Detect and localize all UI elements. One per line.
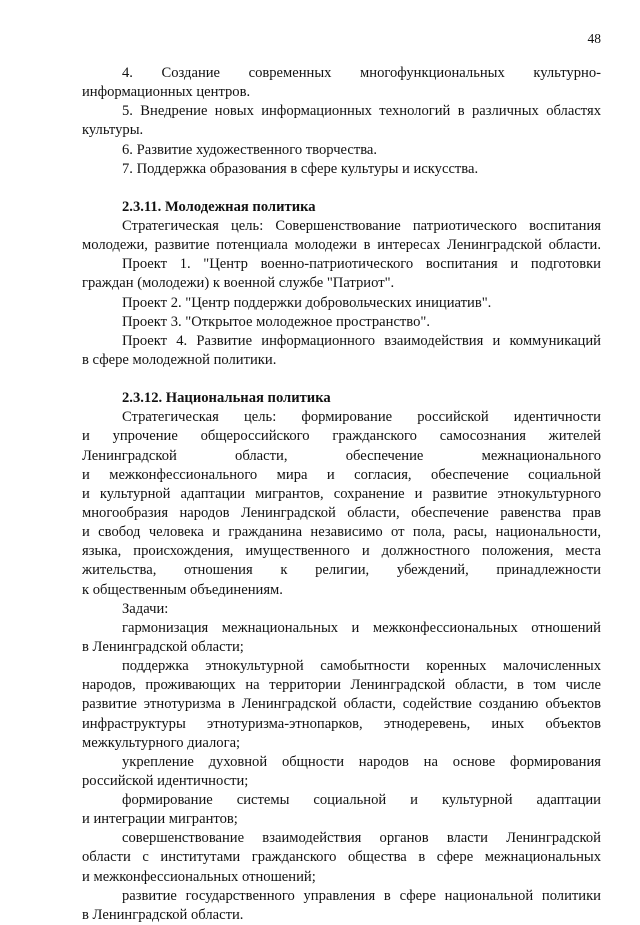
text-line: совершенствование взаимодействия органов власти Ленинградской — [122, 830, 601, 847]
text-line: Проект 2. "Центр поддержки добровольческих инициатив". — [122, 294, 492, 311]
text-line: и межконфессиональных отношений; — [82, 868, 316, 885]
text-line: в Ленинградской области; — [82, 638, 244, 655]
text-line: 7. Поддержка образования в сфере культуры и искусства. — [122, 160, 479, 177]
text-line: и свобод человека и гражданина независимо от пола, расы, национальности, — [82, 524, 601, 541]
text-line: Ленинградской области, обеспечение межнационального — [82, 447, 601, 464]
section-spacer — [82, 179, 601, 198]
text-line: граждан (молодежи) к военной службе "Патриот". — [82, 275, 395, 292]
text-line: межкультурного диалога; — [82, 734, 241, 751]
text-line: 4. Создание современных многофункциональных культурно- — [122, 65, 601, 81]
text-line: поддержка этнокультурной самобытности коренных малочисленных — [122, 658, 601, 675]
text-line: и межконфессионального мира и согласия, обеспечение социальной — [82, 466, 601, 483]
text-line: к общественным объединениям. — [82, 581, 283, 598]
text-line: Стратегическая цель: формирование российской идентичности — [122, 409, 601, 426]
text-line: и культурной адаптации мигрантов, сохранение и развитие этнокультурного — [82, 485, 601, 502]
text-line: укрепление духовной общности народов на основе формирования — [122, 753, 601, 770]
text-line: формирование системы социальной и культурной адаптации — [122, 792, 601, 809]
text-line: Задачи: — [122, 600, 169, 617]
text-line: гармонизация межнациональных и межконфессиональных отношений — [122, 619, 601, 636]
section-2 — [82, 370, 601, 925]
text-line: в сфере молодежной политики. — [82, 351, 277, 368]
section-heading: 2.3.12. Национальная политика — [122, 390, 331, 407]
section-spacer — [82, 370, 601, 389]
text-line: в Ленинградской области. — [82, 906, 244, 923]
text-line: развитие государственного управления в сфере национальной политики — [122, 887, 601, 904]
text-line: инфраструктуры этнотуризма-этнопарков, этнодеревень, иных объектов — [82, 715, 601, 732]
text-line: информационных центров. — [82, 84, 251, 101]
text-line: народов, проживающих на территории Ленинградской области, в том числе — [82, 677, 601, 694]
text-line: языка, происхождения, имущественного и должностного положения, места — [82, 543, 601, 560]
text-line: российской идентичности; — [82, 772, 249, 789]
text-line: области с институтами гражданского общества в сфере межнациональных — [82, 849, 601, 866]
text-line: развитие этнотуризма в Ленинградской области, содействие созданию объектов — [82, 696, 601, 713]
section-1 — [82, 179, 601, 370]
text-line: и интеграции мигрантов; — [82, 811, 238, 828]
section-0 — [82, 64, 601, 179]
text-line: 6. Развитие художественного творчества. — [122, 141, 378, 158]
section-heading: 2.3.11. Молодежная политика — [122, 198, 316, 215]
text-line: Проект 3. "Открытое молодежное пространство". — [122, 313, 430, 330]
text-line: Проект 1. "Центр военно-патриотического воспитания и подготовки — [122, 256, 601, 273]
text-line: жительства, отношения к религии, убеждений, принадлежности — [82, 562, 601, 579]
text-line: молодежи, развитие потенциала молодежи в интересах Ленинградской области. — [82, 237, 601, 254]
text-line: Стратегическая цель: Совершенствование патриотического воспитания — [122, 217, 601, 234]
text-line: Проект 4. Развитие информационного взаимодействия и коммуникаций — [122, 332, 601, 349]
document-body — [82, 64, 601, 925]
text-line: и упрочение общероссийского гражданского самосознания жителей — [82, 428, 601, 445]
page-number: 48 — [587, 31, 601, 46]
text-line: многообразия народов Ленинградской области, обеспечение равенства прав — [82, 504, 601, 521]
text-line: культуры. — [82, 122, 144, 139]
text-line: 5. Внедрение новых информационных технологий в различных областях — [122, 103, 601, 120]
